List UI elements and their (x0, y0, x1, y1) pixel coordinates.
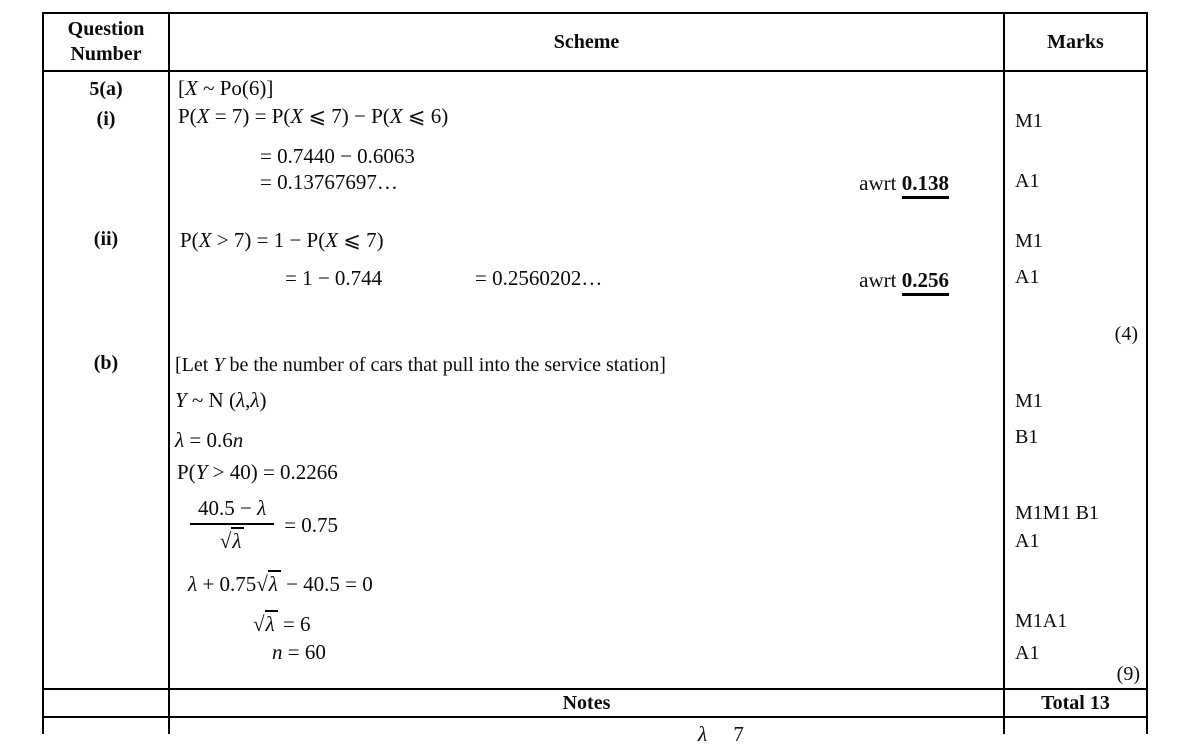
mark-scheme-table (42, 12, 1148, 746)
scheme-a-ii-line2b: = 0.2560202… (475, 266, 603, 290)
notes-row-empty-cell (44, 690, 170, 718)
marks-cell (1005, 72, 1146, 690)
header-marks-label: Marks (1047, 30, 1104, 53)
question-part-i: (i) (96, 108, 116, 130)
header-question-number-line2: Number (70, 43, 142, 65)
notes-label: Notes (562, 691, 611, 714)
scheme-b-lambda: λ = 0.6n (175, 428, 244, 452)
scheme-b-fraction-equation (190, 496, 338, 553)
fraction (190, 496, 274, 553)
mark-subtotal-b: (9) (1116, 663, 1140, 685)
scheme-b-quadratic: λ + 0.75√λ − 40.5 = 0 (188, 572, 373, 596)
scheme-b-root: √λ = 6 (253, 612, 311, 636)
scheme-b-intro: [Let Y be the number of cars that pull into the service station] (175, 354, 666, 376)
total-label: Total 13 (1041, 691, 1110, 714)
notes-cell (170, 690, 1005, 718)
mark-b-m1a1: M1A1 (1015, 610, 1068, 632)
question-part-b: (b) (93, 352, 119, 374)
question-number-cell (44, 72, 170, 690)
mark-subtotal-a: (4) (1114, 323, 1138, 345)
scheme-a-ii-line1: P(X > 7) = 1 − P(X ⩽ 7) (180, 228, 384, 252)
mark-a-ii-a1: A1 (1015, 266, 1040, 288)
clipped-formula-fragment: λ 7 (698, 722, 744, 746)
fraction-numerator: 40.5 − λ (190, 496, 274, 525)
partial-row-marks-cell (1005, 718, 1146, 734)
partial-row-scheme-cell (170, 718, 1005, 746)
scheme-a-i-line2: = 0.7440 − 0.6063 (260, 144, 415, 168)
scheme-cell (170, 72, 1005, 690)
mark-a-i-m1: M1 (1015, 110, 1043, 132)
header-scheme (170, 14, 1005, 72)
scheme-a-ii-line2a: = 1 − 0.744 (285, 266, 383, 290)
fraction-rhs: = 0.75 (284, 512, 339, 537)
header-question-number-line1: Question (67, 18, 145, 40)
mark-a-i-a1: A1 (1015, 170, 1040, 192)
scheme-b-prob: P(Y > 40) = 0.2266 (177, 460, 338, 484)
question-part-a: 5(a) (89, 78, 123, 100)
fraction-denominator: √λ (220, 525, 245, 553)
mark-b-a1: A1 (1015, 530, 1040, 552)
header-scheme-label: Scheme (553, 30, 620, 53)
scheme-a-i-line3: = 0.13767697… (260, 170, 398, 194)
mark-b-m1m1b1: M1M1 B1 (1015, 502, 1099, 524)
partial-row-question-cell (44, 718, 170, 734)
mark-b-m1: M1 (1015, 390, 1043, 412)
header-question-number (44, 14, 170, 72)
scheme-a-i-awrt: awrt 0.138 (859, 171, 949, 195)
total-cell (1005, 690, 1146, 718)
scheme-a-ii-awrt: awrt 0.256 (859, 268, 949, 292)
scheme-a-assumption: [X ~ Po(6)] (178, 76, 274, 100)
scheme-b-dist: Y ~ N (λ,λ) (175, 388, 267, 412)
mark-b-b1: B1 (1015, 426, 1039, 448)
header-marks (1005, 14, 1146, 72)
scheme-b-n: n = 60 (272, 640, 326, 664)
mark-a-ii-m1: M1 (1015, 230, 1043, 252)
scheme-a-i-line1: P(X = 7) = P(X ⩽ 7) − P(X ⩽ 6) (178, 104, 449, 128)
mark-b-a1-2: A1 (1015, 642, 1040, 664)
question-part-ii: (ii) (93, 228, 119, 250)
